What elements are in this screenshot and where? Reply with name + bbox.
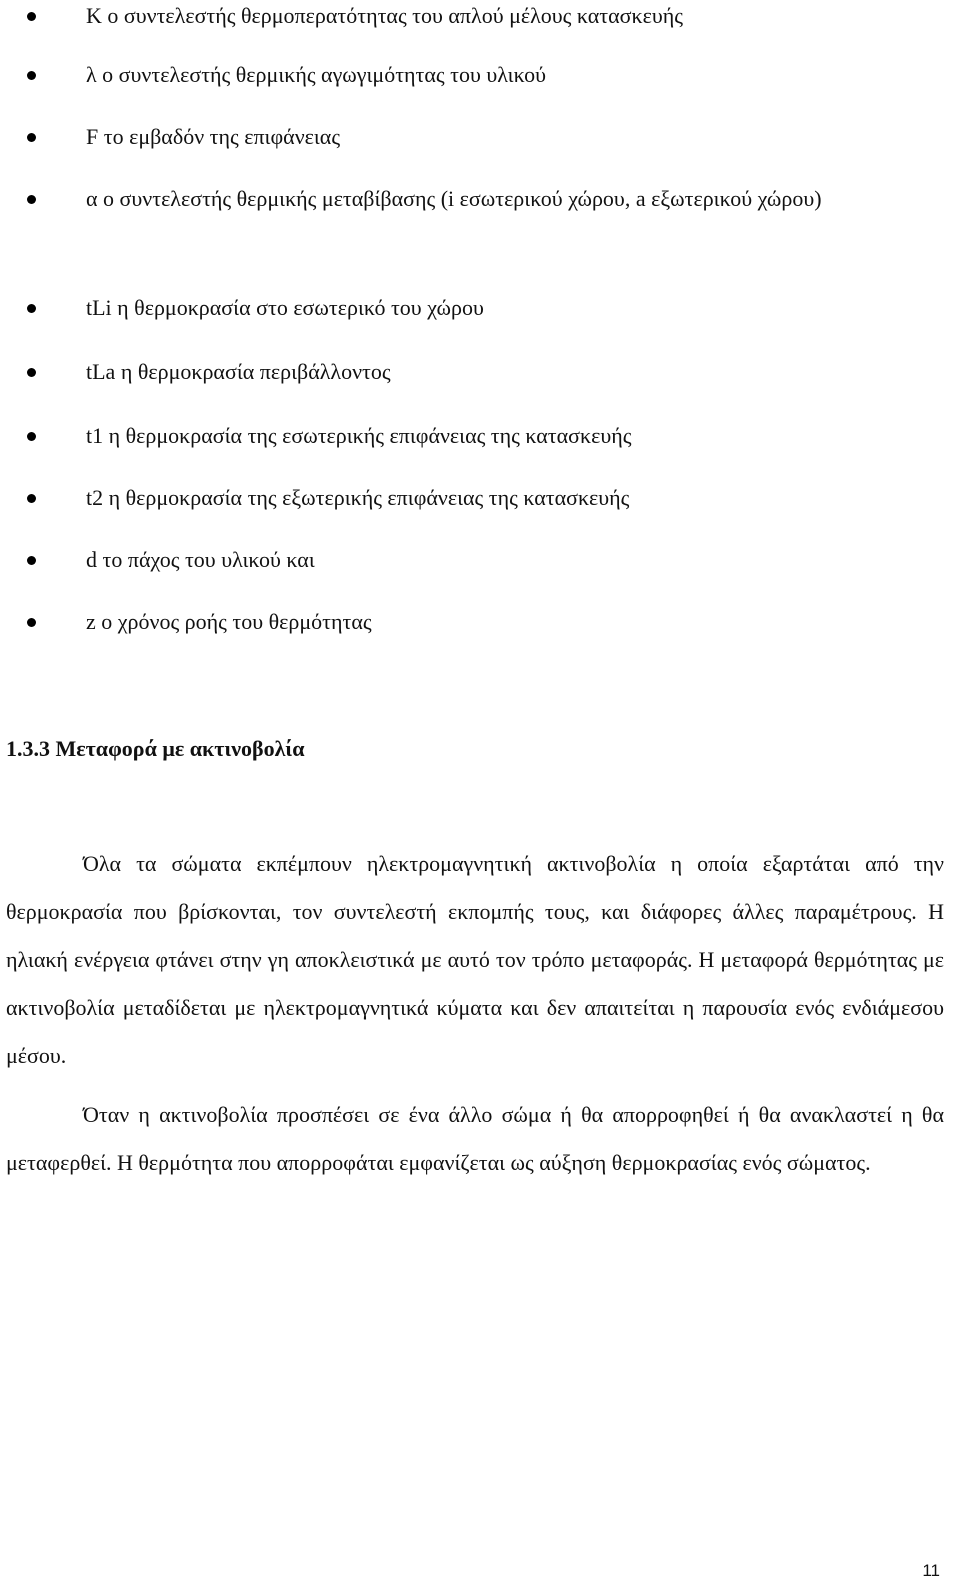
body-paragraph: Όταν η ακτινοβολία προσπέσει σε ένα άλλο σώμα ή θα απορροφηθεί ή θα ανακλαστεί η θα μεταφερθεί. Η θερμότητα που απορροφάται εμφανίζεται ως αύξηση θερμοκρασίας ενός σώματος. — [6, 1102, 944, 1175]
list-item-text: K ο συντελεστής θερμοπερατότητας του απλού μέλους κατασκευής — [86, 3, 683, 28]
list-item-text: z ο χρόνος ροής του θερμότητας — [86, 609, 372, 634]
bullet-icon — [27, 12, 36, 21]
list-item-text: α ο συντελεστής θερμικής μεταβίβασης (i εσωτερικού χώρου, a εξωτερικού χώρου) — [86, 186, 822, 211]
list-item-text: d το πάχος του υλικού και — [86, 547, 315, 572]
page-number: 11 — [922, 1561, 940, 1580]
list-item-text: t2 η θερμοκρασία της εξωτερικής επιφάνειας της κατασκευής — [86, 485, 630, 510]
bullet-icon — [27, 618, 36, 627]
bullet-icon — [27, 368, 36, 377]
list-item-text: λ ο συντελεστής θερμικής αγωγιμότητας του υλικού — [86, 62, 547, 87]
bullet-icon — [27, 133, 36, 142]
list-item-text: t1 η θερμοκρασία της εσωτερικής επιφάνειας της κατασκευής — [86, 423, 632, 448]
section-heading: 1.3.3 Μεταφορά με ακτινοβολία — [6, 736, 305, 761]
bullet-icon — [27, 432, 36, 441]
bullet-icon — [27, 494, 36, 503]
bullet-icon — [27, 195, 36, 204]
bullet-icon — [27, 304, 36, 313]
body-paragraph: Όλα τα σώματα εκπέμπουν ηλεκτρομαγνητική ακτινοβολία η οποία εξαρτάται από την θερμοκρασία που βρίσκονται, τον συντελεστή εκπομπής τους, και διάφορες άλλες παραμέτρους. Η ηλιακή ενέργεια φτάνει στην γη αποκλειστικά με αυτό τον τρόπο μεταφοράς. Η μεταφορά θερμότητας με ακτινοβολία μεταδίδεται με ηλεκτρομαγνητικά κύματα και δεν απαιτείται η παρουσία ενός ενδιάμεσου μέσου. — [6, 851, 944, 1068]
bullet-icon — [27, 556, 36, 565]
list-item-text: F το εμβαδόν της επιφάνειας — [86, 124, 341, 149]
list-item-text: tLi η θερμοκρασία στο εσωτερικό του χώρου — [86, 295, 484, 320]
list-item-text: tLa η θερμοκρασία περιβάλλοντος — [86, 359, 391, 384]
bullet-icon — [27, 71, 36, 80]
